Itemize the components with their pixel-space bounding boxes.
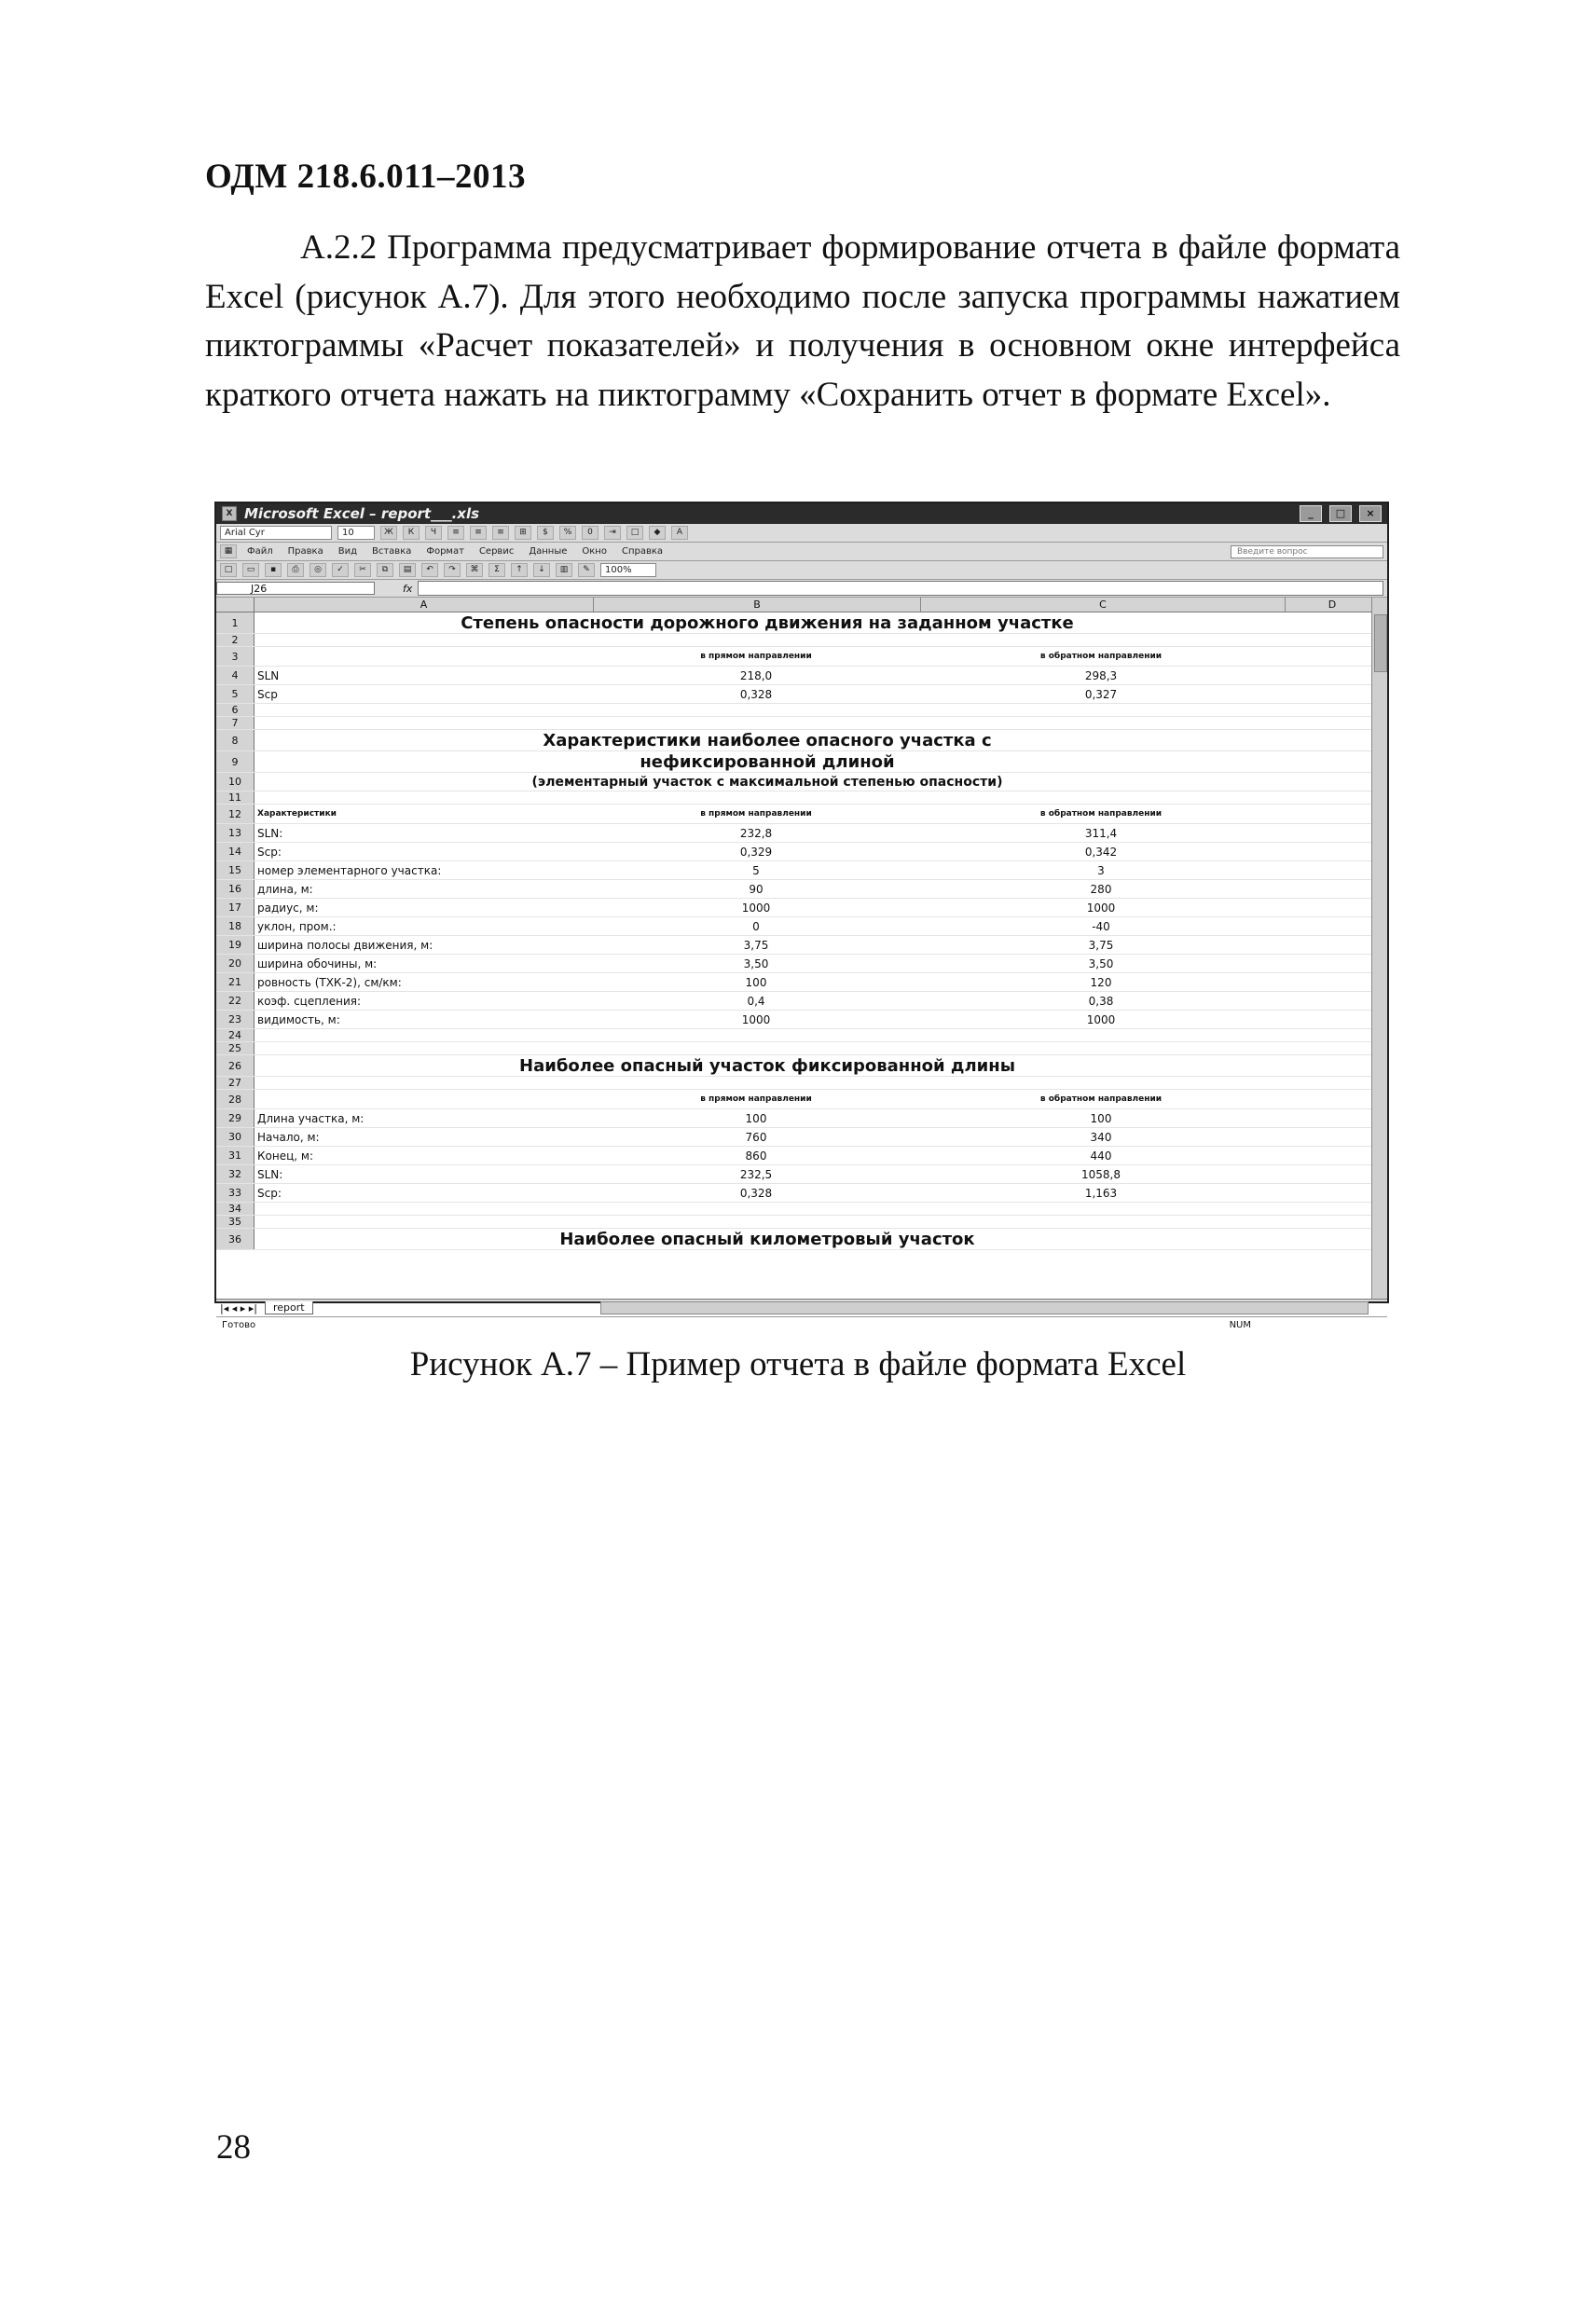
row-number: 3	[216, 647, 255, 666]
horizontal-scrollbar	[600, 1301, 1369, 1314]
cell-a: Scp:	[257, 1186, 282, 1200]
bold-icon: Ж	[380, 526, 397, 540]
table-row	[216, 1229, 1387, 1250]
worksheet-rows	[216, 612, 1387, 1250]
thousands-icon: 0	[582, 526, 598, 540]
tab-nav-icon: |◂ ◂ ▸ ▸|	[220, 1301, 257, 1314]
row-number: 6	[216, 704, 255, 716]
table-row	[216, 730, 1387, 751]
status-ready: Готово	[222, 1319, 256, 1330]
vertical-scrollbar	[1371, 598, 1387, 1299]
cell-c: 0,38	[1088, 994, 1114, 1008]
cell-a: номер элементарного участка:	[257, 863, 442, 877]
name-box: J26	[216, 582, 375, 595]
worksheet-grid	[216, 598, 1387, 1299]
table-row	[216, 751, 1387, 773]
row-number: 19	[216, 936, 255, 954]
borders-icon: □	[626, 526, 643, 540]
table-row	[216, 1147, 1387, 1165]
cell-c: 340	[1090, 1130, 1112, 1144]
row-number: 34	[216, 1203, 255, 1215]
table-row	[216, 717, 1387, 730]
sort-asc-icon: ↑	[511, 563, 528, 577]
cell-c: 1000	[1086, 901, 1116, 915]
row-number: 15	[216, 861, 255, 879]
row-number: 4	[216, 667, 255, 684]
row-number: 32	[216, 1165, 255, 1183]
table-row	[216, 1042, 1387, 1055]
cell-a: SLN:	[257, 1167, 283, 1181]
menu-edit: Правка	[287, 546, 323, 557]
cell-c: 311,4	[1084, 826, 1118, 840]
menu-insert: Вставка	[371, 546, 412, 557]
row-number: 11	[216, 791, 255, 804]
column-headers	[216, 598, 1387, 612]
cell-a: коэф. сцепления:	[257, 994, 362, 1008]
table-row	[216, 612, 1387, 634]
cell-c: 0,342	[1084, 845, 1118, 859]
cell-c: 3,75	[1088, 938, 1114, 952]
row-number: 9	[216, 751, 255, 772]
excel-logo-icon: X	[222, 506, 237, 521]
section-title-cell: (элементарный участок с максимальной степенью опасности)	[531, 774, 1003, 790]
cell-c: 280	[1090, 882, 1112, 896]
cell-a: Scp	[257, 687, 278, 701]
row-number: 17	[216, 899, 255, 916]
row-number: 14	[216, 843, 255, 860]
row-number: 31	[216, 1147, 255, 1164]
table-row	[216, 843, 1387, 861]
cell-c: 1,163	[1084, 1186, 1118, 1200]
row-number: 24	[216, 1029, 255, 1041]
row-number: 1	[216, 612, 255, 633]
percent-icon: %	[559, 526, 576, 540]
row-number: 10	[216, 773, 255, 791]
column-header-c: C	[921, 598, 1286, 612]
cut-icon: ✂	[354, 563, 371, 577]
table-row	[216, 936, 1387, 955]
sheet-tab-report: report	[265, 1301, 313, 1314]
menu-window: Окно	[582, 546, 607, 557]
merge-icon: ⊞	[515, 526, 531, 540]
table-row	[216, 992, 1387, 1011]
table-row	[216, 1128, 1387, 1147]
row-number: 20	[216, 955, 255, 972]
table-row	[216, 1165, 1387, 1184]
cell-b: 0	[752, 919, 760, 933]
cell-b: в прямом направлении	[700, 1094, 812, 1104]
menu-tools: Сервис	[478, 546, 515, 557]
status-bar	[216, 1316, 1387, 1332]
cell-c: 3,50	[1088, 956, 1114, 970]
table-row	[216, 667, 1387, 685]
cell-b: 1000	[741, 1012, 771, 1026]
cell-b: 5	[752, 863, 760, 877]
fill-color-icon: ◆	[649, 526, 666, 540]
font-color-icon: A	[671, 526, 688, 540]
cell-c: 298,3	[1084, 668, 1118, 682]
cell-b: 100	[745, 975, 767, 989]
cell-b: 100	[745, 1111, 767, 1125]
cell-a: Начало, м:	[257, 1130, 320, 1144]
table-row	[216, 899, 1387, 917]
row-number: 26	[216, 1055, 255, 1076]
cell-a: ровность (ТХК-2), см/км:	[257, 975, 402, 989]
cell-a: Характеристики	[257, 809, 337, 819]
cell-b: 0,328	[739, 687, 773, 701]
table-row	[216, 1077, 1387, 1090]
row-number: 22	[216, 992, 255, 1010]
underline-icon: Ч	[425, 526, 442, 540]
question-box: Введите вопрос	[1231, 545, 1383, 558]
cell-a: ширина полосы движения, м:	[257, 938, 433, 952]
cell-b: 3,75	[743, 938, 769, 952]
table-row	[216, 1109, 1387, 1128]
paste-icon: ▤	[399, 563, 416, 577]
cell-a: SLN:	[257, 826, 283, 840]
menu-file: Файл	[247, 546, 273, 557]
row-number: 16	[216, 880, 255, 898]
cell-a: Конец, м:	[257, 1149, 313, 1163]
cell-c: 1000	[1086, 1012, 1116, 1026]
table-row	[216, 1216, 1387, 1229]
cell-b: в прямом направлении	[700, 809, 812, 819]
table-row	[216, 805, 1387, 824]
save-icon: ▪	[265, 563, 282, 577]
table-row	[216, 1184, 1387, 1203]
cell-a: видимость, м:	[257, 1012, 340, 1026]
row-number: 25	[216, 1042, 255, 1054]
cell-c: в обратном направлении	[1039, 1094, 1163, 1104]
table-row	[216, 1090, 1387, 1109]
select-all-corner	[216, 598, 255, 612]
cell-b: 232,8	[739, 826, 773, 840]
table-row	[216, 685, 1387, 704]
preview-icon: ◎	[310, 563, 326, 577]
cell-c: в обратном направлении	[1039, 652, 1163, 661]
section-title-cell: Степень опасности дорожного движения на заданном участке	[461, 612, 1074, 633]
undo-icon: ↶	[421, 563, 438, 577]
cell-a: Scp:	[257, 845, 282, 859]
open-icon: ▭	[242, 563, 259, 577]
cell-c: 120	[1090, 975, 1112, 989]
menu-view: Вид	[337, 546, 357, 557]
table-row	[216, 861, 1387, 880]
row-number: 13	[216, 824, 255, 842]
cell-a: ширина обочины, м:	[257, 956, 378, 970]
cell-b: 90	[749, 882, 764, 896]
cell-c: 100	[1090, 1111, 1112, 1125]
row-number: 2	[216, 634, 255, 646]
excel-window-screenshot	[214, 502, 1389, 1330]
formatting-toolbar	[216, 524, 1387, 543]
align-right-icon: ≡	[492, 526, 509, 540]
sort-desc-icon: ↓	[533, 563, 550, 577]
cell-c: 3	[1097, 863, 1105, 877]
table-row	[216, 647, 1387, 667]
row-number: 5	[216, 685, 255, 703]
table-row	[216, 704, 1387, 717]
formula-bar	[216, 580, 1387, 598]
row-number: 23	[216, 1011, 255, 1028]
row-number: 7	[216, 717, 255, 729]
cell-c: 440	[1090, 1149, 1112, 1163]
scroll-thumb	[1374, 614, 1387, 672]
excel-title-bar	[216, 503, 1387, 524]
row-number: 21	[216, 973, 255, 991]
formula-input	[418, 581, 1383, 596]
menu-help: Справка	[621, 546, 664, 557]
table-row	[216, 955, 1387, 973]
cell-c: -40	[1092, 919, 1110, 933]
column-header-a: A	[255, 598, 594, 612]
cell-b: 0,4	[747, 994, 765, 1008]
column-header-d: D	[1286, 598, 1380, 612]
row-number: 8	[216, 730, 255, 750]
section-title-cell: Наиболее опасный километровый участок	[559, 1229, 975, 1249]
cell-a: уклон, пром.:	[257, 919, 337, 933]
cell-a: Длина участка, м:	[257, 1111, 365, 1125]
cell-a: длина, м:	[257, 882, 313, 896]
row-number: 35	[216, 1216, 255, 1228]
redo-icon: ↷	[444, 563, 461, 577]
cell-b: 760	[745, 1130, 767, 1144]
cell-b: 0,329	[739, 845, 773, 859]
copy-icon: ⧉	[377, 563, 393, 577]
chart-icon: ▥	[556, 563, 572, 577]
column-header-b: B	[594, 598, 921, 612]
section-title-cell: нефиксированной длиной	[640, 751, 895, 772]
table-row	[216, 773, 1387, 791]
cell-b: 232,5	[739, 1167, 773, 1181]
cell-a: SLN	[257, 668, 280, 682]
cell-b: 860	[745, 1149, 767, 1163]
fx-label: fx	[403, 582, 413, 595]
row-number: 18	[216, 917, 255, 935]
excel-window-title: Microsoft Excel – report___.xls	[244, 505, 480, 522]
row-number: 29	[216, 1109, 255, 1127]
sheet-icon: ▦	[220, 544, 237, 558]
page-number: 28	[216, 2128, 251, 2167]
currency-icon: $	[537, 526, 554, 540]
table-row	[216, 1011, 1387, 1029]
align-left-icon: ≡	[447, 526, 464, 540]
maximize-icon: □	[1329, 505, 1352, 522]
cell-b: 0,328	[739, 1186, 773, 1200]
table-row	[216, 1055, 1387, 1077]
cell-c: в обратном направлении	[1039, 809, 1163, 819]
body-paragraph: А.2.2 Программа предусматривает формирование отчета в файле формата Excel (рисунок А.7). Для этого необходимо после запуска программы нажатием пиктограммы «Расчет показателей» и получения в основном окне интерфейса краткого отчета нажать на пиктограмму «Сохранить отчет в формате Excel».	[205, 228, 1400, 414]
row-number: 30	[216, 1128, 255, 1146]
italic-icon: К	[403, 526, 420, 540]
cell-b: 3,50	[743, 956, 769, 970]
cell-b: в прямом направлении	[700, 652, 812, 661]
section-title-cell: Характеристики наиболее опасного участка с	[543, 730, 992, 750]
table-row	[216, 880, 1387, 899]
table-row	[216, 973, 1387, 992]
cell-b: 1000	[741, 901, 771, 915]
minimize-icon: _	[1300, 505, 1322, 522]
spelling-icon: ✓	[332, 563, 349, 577]
indent-icon: ⇥	[604, 526, 621, 540]
sheet-tabs-bar	[216, 1299, 1387, 1316]
table-row	[216, 917, 1387, 936]
drawing-icon: ✎	[578, 563, 595, 577]
table-row	[216, 791, 1387, 805]
table-row	[216, 634, 1387, 647]
table-row	[216, 1203, 1387, 1216]
status-num: NUM	[1229, 1319, 1251, 1330]
table-row	[216, 824, 1387, 843]
font-name-box: Arial Cyr	[220, 526, 332, 540]
cell-c: 1058,8	[1081, 1167, 1121, 1181]
row-number: 33	[216, 1184, 255, 1202]
menu-bar	[216, 543, 1387, 561]
standard-toolbar	[216, 561, 1387, 580]
menu-format: Формат	[426, 546, 464, 557]
cell-c: 0,327	[1084, 687, 1118, 701]
new-icon: □	[220, 563, 237, 577]
cell-b: 218,0	[739, 668, 773, 682]
hyperlink-icon: ⌘	[466, 563, 483, 577]
print-icon: ⎙	[287, 563, 304, 577]
row-number: 27	[216, 1077, 255, 1089]
document-code: ОДМ 218.6.011–2013	[205, 158, 527, 196]
section-title-cell: Наиболее опасный участок фиксированной длины	[519, 1055, 1015, 1076]
table-row	[216, 1029, 1387, 1042]
autosum-icon: Σ	[488, 563, 505, 577]
zoom-box: 100%	[600, 563, 656, 577]
align-center-icon: ≡	[470, 526, 487, 540]
close-icon: ×	[1359, 505, 1382, 522]
menu-data: Данные	[529, 546, 568, 557]
cell-a: радиус, м:	[257, 901, 319, 915]
figure-caption: Рисунок А.7 – Пример отчета в файле формата Excel	[409, 1345, 1187, 1383]
row-number: 36	[216, 1229, 255, 1249]
row-number: 28	[216, 1090, 255, 1108]
font-size-box: 10	[337, 526, 375, 540]
row-number: 12	[216, 805, 255, 823]
